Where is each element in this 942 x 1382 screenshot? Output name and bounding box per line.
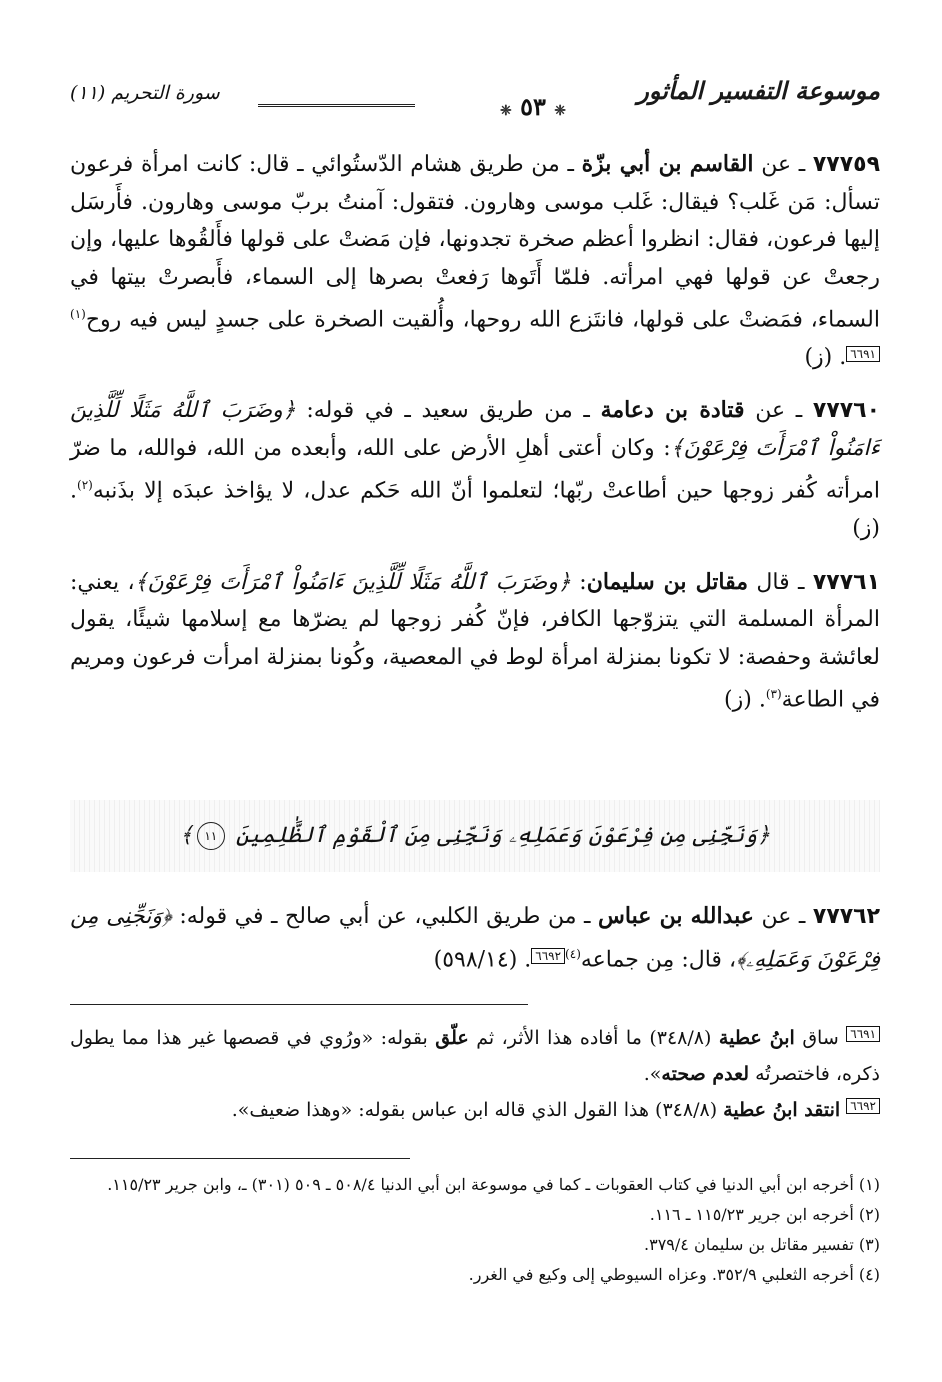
footnote: (٤) أخرجه الثعلبي ٣٥٢/٩. وعزاه السيوطي إلى وكيع في الغرر. [468, 1265, 880, 1284]
narrator-name: قتادة بن دعامة [600, 397, 745, 424]
athar-end: . (٥٩٨/١٤) [433, 946, 532, 972]
footnote-ref[interactable]: (٢) [77, 478, 93, 493]
athar-lead: ـ عن [761, 904, 806, 929]
ayah-text: ﴿وَنَجِّنِى مِن فِرْعَوْنَ وَعَمَلِهِۦ وَنَجِّنِى مِنَ ٱلْقَوْمِ ٱلظَّٰلِمِينَ [235, 823, 771, 848]
athar-paragraph [70, 564, 880, 719]
header-rule-left [258, 104, 415, 107]
footnote-ref[interactable]: (٤) [565, 946, 581, 961]
footnote: (٢) أخرجه ابن جرير ١١٥/٢٣ ـ ١١٦. [649, 1205, 880, 1224]
quran-quote: ﴿وضَرَبَ ٱللَّهُ مَثَلًا لِّلَّذِينَ ءَامَنُواْ ٱمْرَأَتَ فِرْعَوْنَ﴾ [134, 569, 571, 595]
athar-paragraph [70, 146, 880, 376]
main-text-2 [70, 898, 880, 994]
athar-text: ـ من طريق الكلبي، عن أبي صالح ـ في قوله: [179, 904, 591, 929]
page-number [488, 92, 578, 121]
athar-text: ، يعني: المرأة المسلمة التي يتزوّجها الكافر، فإنّ كُفر زوجها لم يضرّها مع إسلامها شيئًا، يقول لعائشة وحفصة: لا تكونا بمنزلة امرأة لوط في المعصية، وكُونا بمنزلة امرأت فرعون ومريم في الطاعة [70, 569, 880, 713]
commentary-note [70, 1092, 880, 1128]
footnote-divider [70, 1158, 410, 1159]
footnote: (١) أخرجه ابن أبي الدنيا في كتاب العقوبات ـ كما في موسوعة ابن أبي الدنيا ٥٠٨/٤ ـ ٥٠٩ (٣٠١) ـ، وابن جرير ١١٥/٢٣. [107, 1175, 880, 1194]
ornament-icon: ❈ [554, 103, 566, 119]
narrator-name: القاسم بن أبي بزّة [581, 151, 754, 177]
athar-text: ، قال: مِن جماعه [580, 946, 737, 972]
note-bold: علّق [435, 1027, 469, 1049]
athar-lead: ـ عن [761, 152, 806, 177]
footnotes [70, 1170, 880, 1290]
page-number-text: ٥٣ [520, 92, 546, 121]
note-text: بقوله: «ورُوي في قصصها غير هذا مما يطول ذكره، فاختصرتُه [70, 1027, 880, 1085]
footnote-ref[interactable]: (٣) [765, 687, 782, 702]
footnote-ref[interactable]: (١) [70, 307, 86, 321]
ayah-close: ﴾ [179, 823, 193, 848]
commentary-note [70, 1020, 880, 1092]
athar-number: ٧٧٧٦٠ [812, 398, 881, 424]
book-title: موسوعة التفسير المأثور [637, 76, 880, 105]
note-text: ». [643, 1063, 662, 1085]
athar-text: ـ من طريق سعيد ـ في قوله: [306, 398, 590, 424]
ayah-banner [70, 800, 880, 872]
note-text: (٣٤٨/٨) هذا القول الذي قاله ابن عباس بقوله: «وهذا ضعيف». [231, 1099, 718, 1121]
page-header [70, 70, 880, 124]
commentary-divider [70, 1004, 528, 1005]
surah-label: سورة التحريم (١١) [70, 82, 220, 104]
main-text [70, 146, 880, 735]
note-text: ساق [802, 1027, 839, 1049]
athar-text: ـ من طريق هشام الدّستُوائي ـ قال: كانت امرأة فرعون تسأل: مَن غَلب؟ فيقال: غَلب موسى وهارون. فتقول: آمنتُ بربّ موسى وهارون. فأَرسَل إليها فرعون، فقال: انظروا أعظم صخرة تجدونها، فإن مَضتْ على قولها فأَلقُوها عليها، وإن رجعتْ عن قولها فهي امرأته. فلمّا أَتَوها رَفعتْ بصرها إلى السماء، فأَبصرتْ بيتها في السماء، فمَضتْ على قولها، فانتَزع الله روحها، وأُلقيت الصخرة على جسدٍ ليس فيه روح [70, 152, 880, 333]
athar-end: . (ز) [804, 344, 847, 370]
ayah-number-icon: ١١ [197, 822, 225, 850]
athar-end: . (ز) [70, 478, 880, 542]
commentary-notes [70, 1020, 880, 1128]
note-bold: انتقد ابنُ عطية [723, 1099, 841, 1121]
footnote: (٣) تفسير مقاتل بن سليمان ٣٧٩/٤. [644, 1235, 880, 1254]
athar-paragraph [70, 898, 880, 978]
note-bold: ابنُ عطية [718, 1027, 795, 1049]
quran-quote: ﴿وضَرَبَ ٱللَّهُ مَثَلًا لِّلَّذِينَ ءَامَنُواْ ٱمْرَأَتَ فِرْعَوْنَ﴾ [70, 398, 880, 461]
commentary-id: ٦٦٩٢ [846, 1098, 880, 1114]
note-text: (٣٤٨/٨) ما أفاده هذا الأثر، ثم [476, 1027, 712, 1049]
athar-lead: ـ قال [756, 569, 805, 595]
ornament-icon: ❈ [500, 103, 512, 119]
athar-lead: ـ عن [755, 398, 803, 424]
athar-number: ٧٧٧٥٩ [812, 152, 880, 177]
athar-end: . (ز) [724, 687, 766, 713]
commentary-ref[interactable]: ٦٦٩١ [846, 346, 880, 362]
athar-text: : [579, 569, 587, 595]
athar-paragraph [70, 392, 880, 547]
athar-number: ٧٧٧٦٢ [812, 904, 881, 929]
commentary-id: ٦٦٩١ [846, 1026, 880, 1042]
narrator-name: مقاتل بن سليمان [586, 568, 749, 595]
athar-text: : وكان أعتى أهلِ الأرض على الله، وأبعده من الله، فوالله، ما ضرّ امرأته كُفر زوجها حين أطاعتْ ربّها؛ لتعلموا أنّ الله حَكم عدل، لا يؤاخذ عبدَه إلا بذَنبه [70, 435, 880, 504]
quran-quote: ﴿وَنَجِّنِى مِن فِرْعَوْنَ وَعَمَلِهِۦ﴾ [70, 904, 880, 972]
note-bold: لعدم صحته [661, 1063, 750, 1085]
athar-number: ٧٧٧٦١ [812, 569, 881, 595]
commentary-ref[interactable]: ٦٦٩٢ [531, 948, 565, 964]
narrator-name: عبدالله بن عباس [598, 903, 754, 929]
